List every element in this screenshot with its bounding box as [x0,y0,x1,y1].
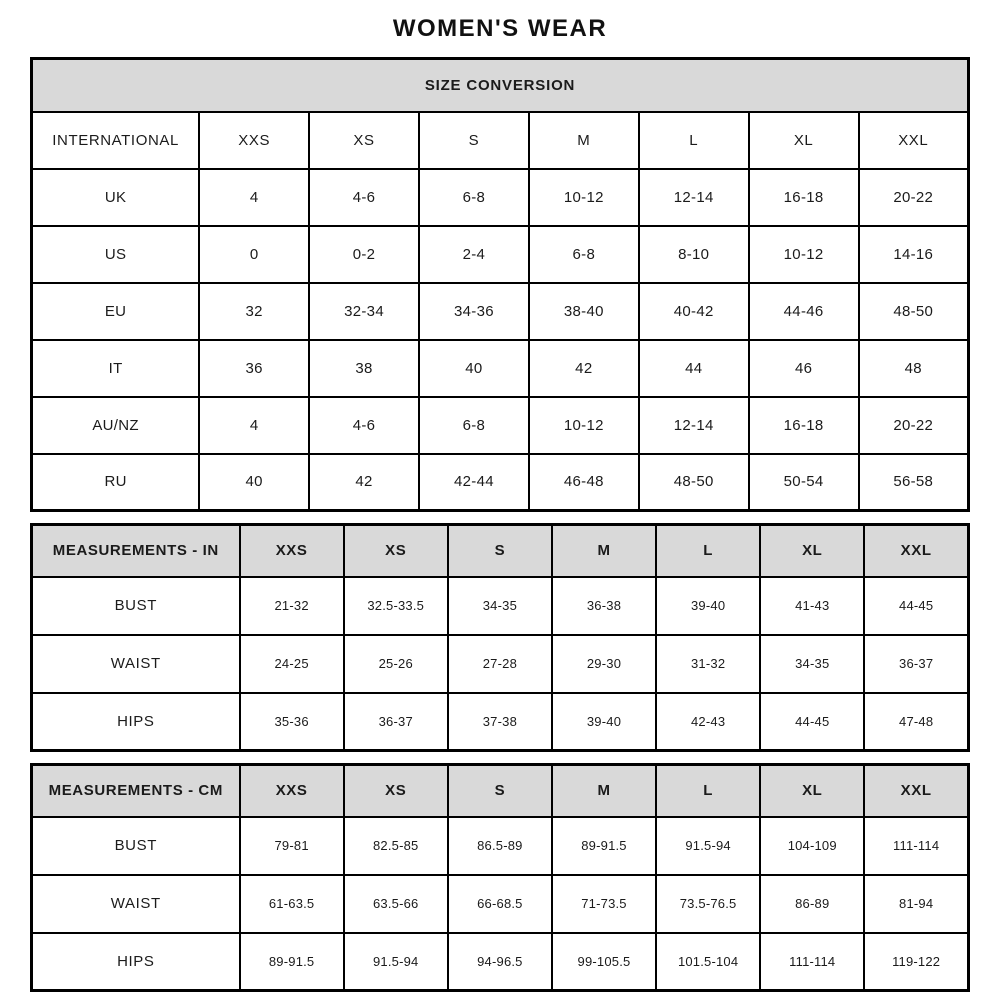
measure-cell: 44-45 [864,577,968,635]
row-label: RU [32,454,200,511]
size-cell: 42 [309,454,419,511]
measure-cell: 71-73.5 [552,875,656,933]
measure-cell: 27-28 [448,635,552,693]
measure-cell: 36-37 [344,693,448,751]
size-cell: 44-46 [749,283,859,340]
size-cell: 10-12 [529,169,639,226]
size-cell: 4 [199,169,309,226]
size-cell: 40-42 [639,283,749,340]
size-cell: 50-54 [749,454,859,511]
table-row [32,577,969,635]
column-header: M [529,112,639,169]
size-cell: 12-14 [639,397,749,454]
column-header: S [448,525,552,577]
measure-cell: 37-38 [448,693,552,751]
measure-cell: 104-109 [760,817,864,875]
column-header: XS [344,765,448,817]
measurements-cm-header: MEASUREMENTS - CM [32,765,240,817]
size-cell: 10-12 [529,397,639,454]
size-cell: 36 [199,340,309,397]
measure-cell: 34-35 [448,577,552,635]
table-row [32,693,969,751]
measure-cell: 39-40 [552,693,656,751]
row-label: EU [32,283,200,340]
table-row [32,635,969,693]
measure-cell: 111-114 [760,933,864,991]
row-label: HIPS [32,933,240,991]
column-header-row [32,765,969,817]
measurements-in-header: MEASUREMENTS - IN [32,525,240,577]
column-header: XL [760,525,864,577]
size-cell: 20-22 [859,397,969,454]
row-label: BUST [32,817,240,875]
measure-cell: 34-35 [760,635,864,693]
size-cell: 48 [859,340,969,397]
size-cell: 16-18 [749,169,859,226]
size-cell: 4-6 [309,397,419,454]
measure-cell: 21-32 [240,577,344,635]
size-cell: 48-50 [639,454,749,511]
table-row [32,226,969,283]
measure-cell: 89-91.5 [552,817,656,875]
size-conversion-header: SIZE CONVERSION [32,59,969,112]
column-header: M [552,525,656,577]
size-cell: 44 [639,340,749,397]
measurements-cm-table [30,763,970,992]
table-row [32,454,969,511]
column-header: XXL [864,525,968,577]
size-cell: 48-50 [859,283,969,340]
size-cell: 4 [199,397,309,454]
column-header-row [32,525,969,577]
measure-cell: 79-81 [240,817,344,875]
size-cell: 20-22 [859,169,969,226]
size-cell: 32-34 [309,283,419,340]
row-label: BUST [32,577,240,635]
column-header: XXS [240,765,344,817]
measure-cell: 36-37 [864,635,968,693]
column-header: XXS [240,525,344,577]
size-cell: 46-48 [529,454,639,511]
size-cell: 42 [529,340,639,397]
page-title: WOMEN'S WEAR [392,15,608,42]
column-header: XXS [199,112,309,169]
measure-cell: 91.5-94 [656,817,760,875]
column-header: XL [749,112,859,169]
measure-cell: 32.5-33.5 [344,577,448,635]
measure-cell: 99-105.5 [552,933,656,991]
measure-cell: 42-43 [656,693,760,751]
row-label: UK [32,169,200,226]
size-cell: 38-40 [529,283,639,340]
size-cell: 6-8 [419,169,529,226]
size-cell: 0 [199,226,309,283]
measure-cell: 86.5-89 [448,817,552,875]
measure-cell: 47-48 [864,693,968,751]
column-header: L [656,525,760,577]
column-header: XXL [864,765,968,817]
column-header-row [32,112,969,169]
table-header-row [32,59,969,112]
table-row [32,875,969,933]
measure-cell: 82.5-85 [344,817,448,875]
table-row [32,397,969,454]
measure-cell: 41-43 [760,577,864,635]
measure-cell: 66-68.5 [448,875,552,933]
measure-cell: 81-94 [864,875,968,933]
column-header: XL [760,765,864,817]
size-cell: 4-6 [309,169,419,226]
size-cell: 2-4 [419,226,529,283]
row-label: IT [32,340,200,397]
column-header: XXL [859,112,969,169]
measure-cell: 63.5-66 [344,875,448,933]
size-cell: 0-2 [309,226,419,283]
size-cell: 14-16 [859,226,969,283]
measure-cell: 86-89 [760,875,864,933]
size-cell: 42-44 [419,454,529,511]
measure-cell: 25-26 [344,635,448,693]
column-header: INTERNATIONAL [32,112,200,169]
size-cell: 32 [199,283,309,340]
measure-cell: 36-38 [552,577,656,635]
row-label: AU/NZ [32,397,200,454]
size-cell: 46 [749,340,859,397]
measure-cell: 31-32 [656,635,760,693]
measure-cell: 73.5-76.5 [656,875,760,933]
table-row [32,933,969,991]
size-cell: 6-8 [529,226,639,283]
column-header: L [656,765,760,817]
row-label: HIPS [32,693,240,751]
column-header: M [552,765,656,817]
size-cell: 40 [199,454,309,511]
size-cell: 34-36 [419,283,529,340]
measure-cell: 24-25 [240,635,344,693]
size-cell: 40 [419,340,529,397]
measurements-in-table [30,523,970,752]
column-header: S [448,765,552,817]
row-label: WAIST [32,635,240,693]
row-label: WAIST [32,875,240,933]
measure-cell: 44-45 [760,693,864,751]
table-row [32,283,969,340]
size-cell: 8-10 [639,226,749,283]
size-cell: 16-18 [749,397,859,454]
measure-cell: 29-30 [552,635,656,693]
measure-cell: 101.5-104 [656,933,760,991]
size-cell: 38 [309,340,419,397]
size-conversion-table [30,57,970,512]
size-cell: 56-58 [859,454,969,511]
measure-cell: 61-63.5 [240,875,344,933]
measure-cell: 89-91.5 [240,933,344,991]
table-row [32,169,969,226]
column-header: S [419,112,529,169]
measure-cell: 94-96.5 [448,933,552,991]
size-cell: 6-8 [419,397,529,454]
measure-cell: 111-114 [864,817,968,875]
column-header: XS [309,112,419,169]
table-row [32,817,969,875]
measure-cell: 35-36 [240,693,344,751]
measure-cell: 91.5-94 [344,933,448,991]
size-cell: 10-12 [749,226,859,283]
measure-cell: 39-40 [656,577,760,635]
measure-cell: 119-122 [864,933,968,991]
row-label: US [32,226,200,283]
column-header: L [639,112,749,169]
size-cell: 12-14 [639,169,749,226]
column-header: XS [344,525,448,577]
table-row [32,340,969,397]
